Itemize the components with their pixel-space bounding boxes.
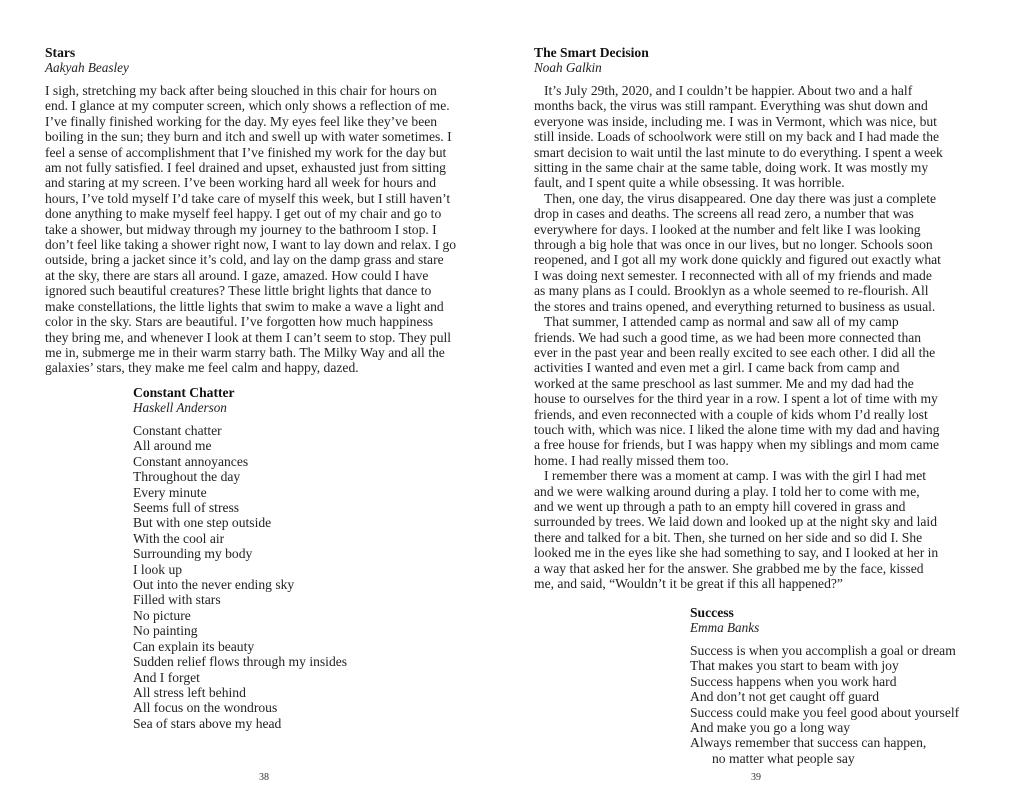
prose-line: Then, one day, the virus disappeared. One day there was just a complete: [544, 190, 937, 206]
prose-line: It’s July 29th, 2020, and I couldn’t be happier. About two and a half: [544, 83, 913, 98]
piece-author: Haskell Anderson: [133, 400, 227, 415]
page-number: 38: [259, 772, 269, 783]
piece-author: Emma Banks: [690, 620, 760, 635]
prose-line: and staring at my screen. I’ve been working hard all week for hours and: [45, 175, 437, 191]
piece-author: Noah Galkin: [534, 60, 602, 75]
prose-line: me, and said, “Wouldn’t it be great if this all happened?”: [534, 576, 843, 591]
prose-line: there and talked for a bit. Then, she turned on her side and so did I. She: [534, 529, 923, 545]
poem-line: Sudden relief flows through my insides: [133, 654, 348, 670]
prose-line: a way that asked her for the answer. She grabbed me by the face, kissed: [534, 560, 924, 576]
prose-line: sitting in the same chair at the same table, doing work. It was mostly my: [534, 160, 929, 176]
prose-line: touch with, which was nice. I liked the alone time with my dad and having: [534, 421, 940, 437]
poem-line: Success is when you accomplish a goal or dream: [690, 643, 956, 658]
prose-line: I’ve finally finished working for the day. My eyes feel like they’ve been: [45, 113, 438, 129]
prose-line: activities I wanted and even met a girl. I came back from camp and: [534, 360, 900, 376]
prose-line: boiling in the sun; they burn and itch and swell up with water sometimes. I: [45, 129, 452, 145]
piece-title: Stars: [45, 45, 76, 60]
prose-line: everyone was inside, including me. I was in Vermont, which was nice, but: [534, 113, 937, 129]
prose-line: and we were walking around during a play. I told her to come with me,: [534, 483, 920, 499]
prose-line: color in the sky. Stars are beautiful. I’ve forgotten how much happiness: [45, 314, 434, 330]
prose-line: done anything to make myself feel happy. I get out of my chair and go to: [45, 206, 442, 222]
page-number: 39: [751, 772, 761, 783]
poem-line: All focus on the wondrous: [133, 700, 278, 716]
poem-line: Seems full of stress: [133, 500, 240, 516]
prose-line: through a big hole that was once in our lives, but no longer. Schools soon: [534, 237, 933, 253]
prose-line: galaxies’ stars, they make me feel calm and happy, dazed.: [45, 360, 359, 376]
poem-line: Throughout the day: [133, 469, 241, 485]
piece-success: [690, 605, 1010, 766]
prose-line: at the sky, there are stars all around. I gaze, amazed. How could I have: [45, 267, 429, 283]
poem-line: No painting: [133, 623, 198, 639]
piece-body: [690, 643, 1010, 766]
prose-line: outside, bring a jacket since it’s cold, and lay on the damp grass and stare: [45, 252, 444, 268]
poem-line: Always remember that success can happen,: [690, 735, 927, 751]
prose-line: I sigh, stretching my back after being slouched in this chair for hours on: [45, 83, 437, 98]
prose-line: house to ourselves for the third year in a row. I spent a lot of time with my: [534, 391, 938, 407]
prose-line: make constellations, the little lights that swim to make a wave a light and: [45, 298, 444, 314]
poem-line: Out into the never ending sky: [133, 577, 295, 593]
prose-line: reopened, and I got all my work done quickly and figured out exactly what: [534, 252, 941, 268]
prose-line: ignored such beautiful creatures? These little bright lights that dance to: [45, 283, 432, 299]
piece-the-smart-decision: [534, 45, 1004, 591]
piece-stars: [45, 45, 495, 376]
prose-line: fault, and I spent quite a while obsessing. It was horrible.: [534, 175, 845, 191]
poem-line: Can explain its beauty: [133, 638, 255, 654]
prose-line: months back, the virus was still rampant. Everything was shut down and: [534, 98, 928, 114]
prose-line: as many plans as I could. Brooklyn as a whole seemed to re-flourish. All: [534, 283, 929, 299]
piece-title: The Smart Decision: [534, 45, 649, 60]
prose-line: me in, submerge me in their warm starry bath. The Milky Way and all the: [45, 344, 445, 360]
prose-line: I remember there was a moment at camp. I was with the girl I had met: [544, 468, 926, 484]
piece-body: [45, 83, 495, 376]
poem-line: Success happens when you work hard: [690, 673, 897, 689]
prose-line: still inside. Loads of schoolwork were still on my back and I had made the: [534, 129, 940, 145]
prose-line: end. I glance at my computer screen, which only shows a reflection of me.: [45, 98, 450, 114]
prose-line: I was doing next semester. I reconnected with all of my friends and made: [534, 267, 932, 283]
prose-line: and we went up through a path to an empty hill covered in grass and: [534, 498, 906, 514]
poem-line: no matter what people say: [712, 750, 855, 766]
piece-body: [133, 423, 463, 731]
poem-line: All around me: [133, 438, 212, 454]
right-page: [512, 0, 1024, 801]
piece-constant-chatter: [133, 385, 463, 731]
poem-line: I look up: [133, 561, 183, 577]
poem-line: And make you go a long way: [690, 720, 851, 736]
prose-line: am not fully satisfied. I feel drained and upset, exhausted just from sitting: [45, 160, 446, 176]
prose-line: drop in cases and deaths. The screens all read zero, a number that was: [534, 206, 914, 222]
poem-line: No picture: [133, 607, 191, 623]
prose-line: take a shower, but midway through my journey to the bathroom I stop. I: [45, 221, 437, 237]
piece-author: Aakyah Beasley: [45, 60, 129, 75]
poem-line: And I forget: [133, 669, 200, 685]
prose-line: That summer, I attended camp as normal and saw all of my camp: [544, 314, 899, 330]
prose-line: friends. We had such a good time, as we had been more connected than: [534, 329, 922, 345]
prose-line: smart decision to wait until the last minute to do everything. I spent a week: [534, 144, 943, 160]
poem-line: Constant chatter: [133, 423, 222, 438]
prose-line: they bring me, and whenever I look at them I can’t seem to stop. They pull: [45, 329, 452, 345]
poem-line: Filled with stars: [133, 592, 221, 608]
prose-line: a free house for friends, but I was happy when my siblings and mom came: [534, 437, 940, 453]
prose-line: the stores and trains opened, and everything returned to business as usual.: [534, 298, 936, 314]
poem-line: With the cool air: [133, 530, 225, 546]
poem-line: And don’t not get caught off guard: [690, 689, 880, 705]
prose-line: surrounded by trees. We laid down and looked up at the night sky and laid: [534, 514, 937, 530]
prose-line: feel a sense of accomplishment that I’ve finished my work for the day but: [45, 144, 447, 160]
prose-line: worked at the same preschool as last summer. Me and my dad had the: [534, 375, 914, 391]
poem-line: Constant annoyances: [133, 453, 249, 469]
poem-line: Surrounding my body: [133, 546, 253, 562]
prose-line: everywhere for days. I looked at the number and felt like I was looking: [534, 221, 921, 237]
prose-line: looked me in the eyes like she had something to say, and I looked at her in: [534, 545, 939, 561]
prose-line: don’t feel like taking a shower right now, I want to lay down and relax. I go: [45, 237, 457, 253]
piece-body: [534, 83, 1004, 591]
prose-line: friends, and even reconnected with a couple of kids whom I’d really lost: [534, 406, 928, 422]
poem-line: But with one step outside: [133, 515, 272, 531]
prose-line: hours, I’ve told myself I’d take care of myself this week, but I still haven’t: [45, 190, 451, 206]
poem-line: All stress left behind: [133, 684, 246, 700]
piece-title: Constant Chatter: [133, 385, 235, 400]
poem-line: Success could make you feel good about yourself: [690, 704, 960, 720]
prose-line: ever in the past year and been really excited to see each other. I did all the: [534, 344, 936, 360]
piece-title: Success: [690, 605, 734, 620]
poem-line: Every minute: [133, 484, 207, 500]
prose-line: home. I had really missed them too.: [534, 452, 729, 468]
poem-line: That makes you start to beam with joy: [690, 658, 899, 674]
poem-line: Sea of stars above my head: [133, 715, 282, 731]
